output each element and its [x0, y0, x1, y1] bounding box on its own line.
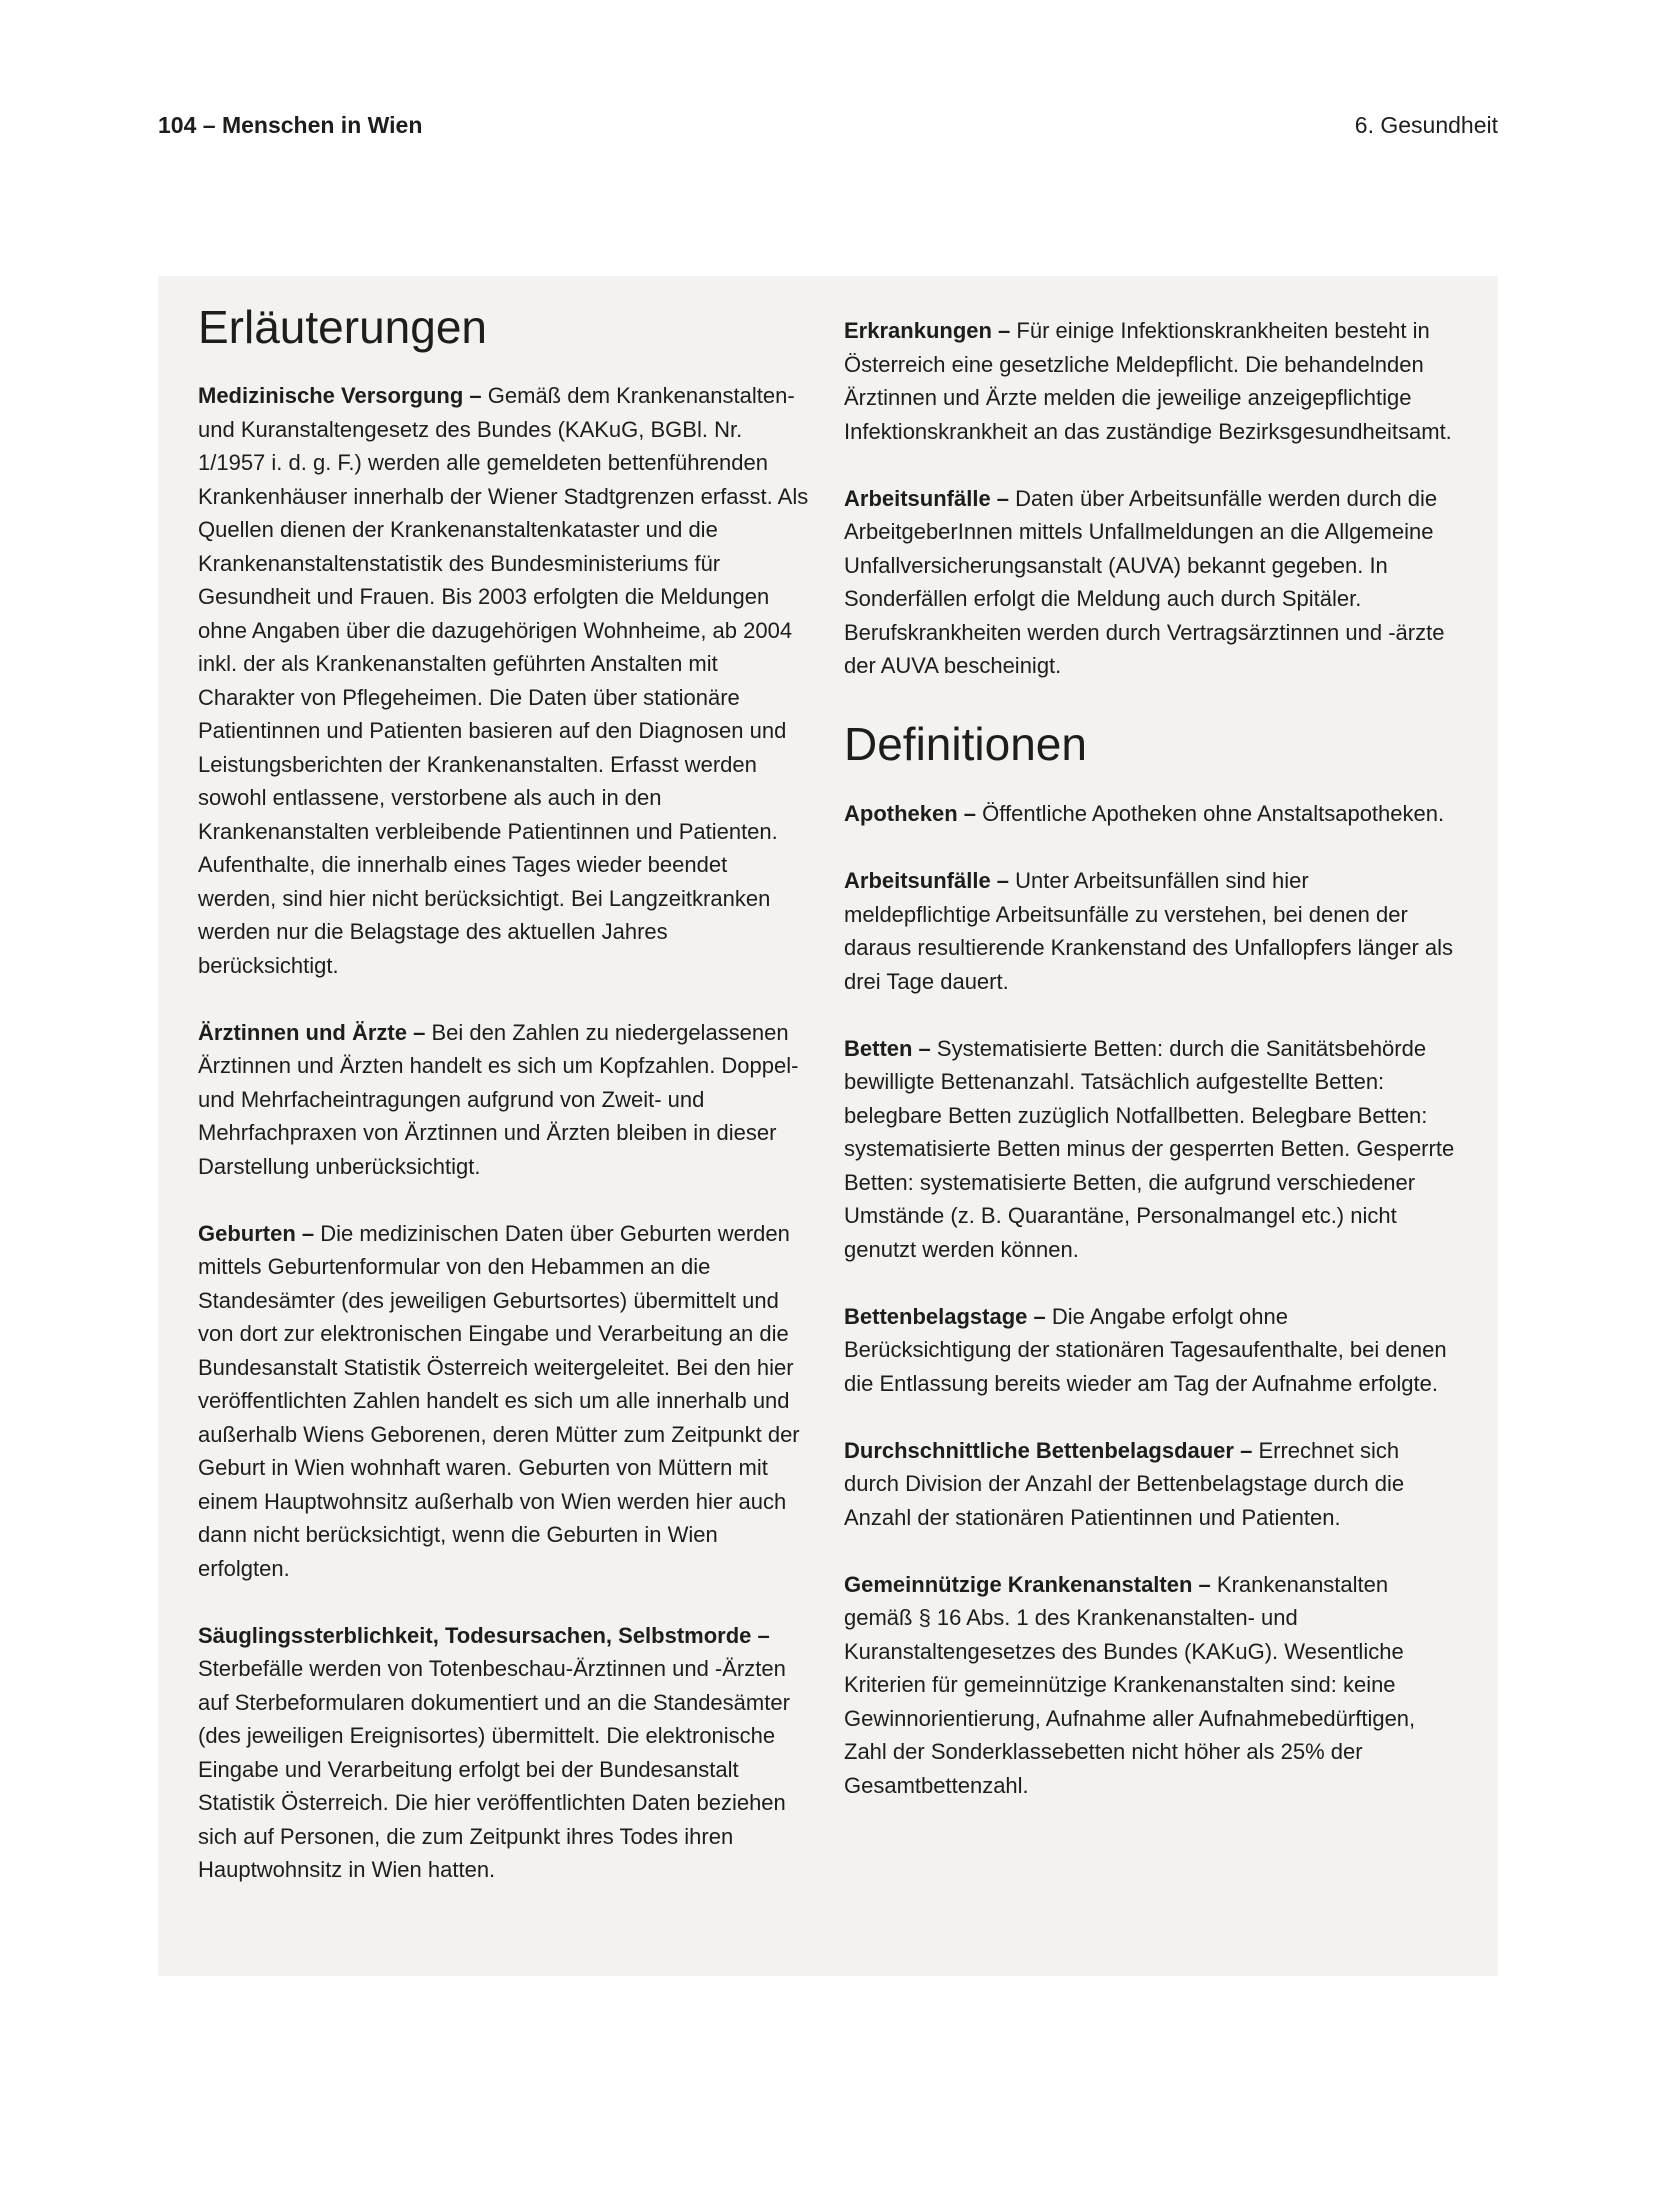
entry-term: Bettenbelagstage – — [844, 1303, 1046, 1329]
entry-gemeinnuetzige-krankenanstalten — [844, 1568, 1460, 1803]
entry-term: Arbeitsunfälle – — [844, 485, 1010, 511]
entry-erkrankungen — [844, 314, 1460, 448]
entry-term: Arbeitsunfälle – — [844, 868, 1010, 893]
entry-text: Die Angabe erfolgt ohne Berücksichtigung der stationären Tagesaufenthalte, bei denen die Entlassung bereits wieder am Tag der Aufnahme erfolgte. — [844, 1303, 1447, 1396]
entry-medizinische-versorgung — [198, 379, 810, 982]
entry-durchschnittliche-bettenbelagsdauer — [844, 1434, 1460, 1535]
entry-text: Unter Arbeitsunfällen sind hier meldepflichtige Arbeitsunfälle zu verstehen, bei denen der daraus resultierende Krankenstand des Unfallopfers länger als drei Tage dauert. — [844, 868, 1454, 994]
left-column — [198, 276, 810, 1887]
entry-saeuglingssterblichkeit — [198, 1619, 810, 1887]
right-column — [844, 276, 1460, 1802]
entry-text: Systematisierte Betten: durch die Sanitätsbehörde bewilligte Bettenanzahl. Tatsächlich aufgestellte Betten: belegbare Betten zuzüglich Notfallbetten. Belegbare Betten: systematisierte Betten minus der gesperrten Betten. Gesperrte Betten: systematisierte Betten, die aufgrund verschiedener Umstände (z. B. Quarantäne, Personalmangel etc.) nicht genutzt werden können. — [844, 1035, 1455, 1262]
page-number-title: 104 – Menschen in Wien — [158, 112, 423, 138]
entry-text: Öffentliche Apotheken ohne Anstaltsapotheken. — [982, 801, 1445, 826]
entry-term: Betten – — [844, 1035, 931, 1061]
entry-text: Krankenanstalten gemäß § 16 Abs. 1 des Krankenanstalten- und Kuranstaltengesetzes des Bundes (KAKuG). Wesentliche Kriterien für gemeinnützige Krankenanstalten sind: keine Gewinnorientierung, Aufnahme aller Aufnahmebedürftigen, Zahl der Sonderklassebetten nicht höher als 25% der Gesamtbettenzahl. — [844, 1571, 1416, 1798]
entry-geburten — [198, 1217, 810, 1586]
entry-text: Die medizinischen Daten über Geburten werden mittels Geburtenformular von den Hebammen an die Standesämter (des jeweiligen Geburtsortes) übermittelt und von dort zur elektronischen Eingabe und Verarbeitung an die Bundesanstalt Statistik Österreich weitergeleitet. Bei den hier veröffentlichten Zahlen handelt es sich um alle innerhalb und außerhalb Wiens Geborenen, deren Mütter zum Zeitpunkt der Geburt in Wien wohnhaft waren. Geburten von Müttern mit einem Hauptwohnsitz außerhalb von Wien werden hier auch dann nicht berücksichtigt, wenn die Geburten in Wien erfolgten. — [198, 1220, 800, 1581]
entry-text: Daten über Arbeitsunfälle werden durch die ArbeitgeberInnen mittels Unfallmeldungen an die Allgemeine Unfallversicherungsanstalt (AUVA) bekannt gegeben. In Sonderfällen erfolgt die Meldung auch durch Spitäler. Berufskrankheiten werden durch Vertragsärztinnen und -ärzte der AUVA bescheinigt. — [844, 485, 1445, 678]
entry-term: Apotheken – — [844, 801, 977, 826]
content-panel — [158, 276, 1498, 1976]
entry-arbeitsunfaelle-definition — [844, 864, 1460, 998]
entry-term: Gemeinnützige Krankenanstalten – — [844, 1571, 1211, 1597]
erlaeuterungen-heading: Erläuterungen — [198, 301, 487, 353]
entry-aerztinnen-und-aerzte — [198, 1016, 810, 1184]
entry-term: Erkrankungen – — [844, 318, 1011, 343]
entry-term: Geburten – — [198, 1220, 315, 1246]
entry-text: Für einige Infektionskrankheiten besteht in Österreich eine gesetzliche Meldepflicht. Die behandelnden Ärztinnen und Ärzte melden die jeweilige anzeigepflichtige Infektionskrankheit an das zuständige Bezirksgesundheitsamt. — [844, 318, 1452, 444]
entry-term: Säuglingssterblichkeit, Todesursachen, Selbstmorde – — [198, 1622, 770, 1648]
entry-arbeitsunfaelle-erlaeuterung — [844, 482, 1460, 683]
entry-text: Bei den Zahlen zu niedergelassenen Ärztinnen und Ärzten handelt es sich um Kopfzahlen. Doppel- und Mehrfacheintragungen aufgrund von Zweit- und Mehrfachpraxen von Ärztinnen und Ärzten bleiben in dieser Darstellung unberücksichtigt. — [198, 1019, 799, 1179]
entry-apotheken — [844, 797, 1460, 831]
chapter-title: 6. Gesundheit — [1354, 112, 1498, 138]
entry-term: Durchschnittliche Bettenbelagsdauer – — [844, 1437, 1253, 1463]
entry-text: Sterbefälle werden von Totenbeschau-Ärztinnen und -Ärzten auf Sterbeformularen dokumentiert und an die Standesämter (des jeweiligen Ereignisortes) übermittelt. Die elektronische Eingabe und Verarbeitung erfolgt bei der Bundesanstalt Statistik Österreich. Die hier veröffentlichten Daten beziehen sich auf Personen, die zum Zeitpunkt ihres Todes ihren Hauptwohnsitz in Wien hatten. — [198, 1656, 790, 1882]
entry-bettenbelagstage — [844, 1300, 1460, 1401]
entry-text: Gemäß dem Krankenanstalten- und Kuranstaltengesetz des Bundes (KAKuG, BGBl. Nr. 1/1957 i. d. g. F.) werden alle gemeldeten bettenführenden Krankenhäuser innerhalb der Wiener Stadtgrenzen erfasst. Als Quellen dienen der Krankenanstaltenkataster und die Krankenanstaltenstatistik des Bundesministeriums für Gesundheit und Frauen. Bis 2003 erfolgten die Meldungen ohne Angaben über die dazugehörigen Wohnheime, ab 2004 inkl. der als Krankenanstalten geführten Anstalten mit Charakter von Pflegeheimen. Die Daten über stationäre Patientinnen und Patienten basieren auf den Diagnosen und Leistungsberichten der Krankenanstalten. Erfasst werden sowohl entlassene, verstorbene als auch in den Krankenanstalten verbleibende Patientinnen und Patienten. Aufenthalte, die innerhalb eines Tages wieder beendet werden, sind hier nicht berücksichtigt. Bei Langzeitkranken werden nur die Belagstage des aktuellen Jahres berücksichtigt. — [198, 383, 809, 978]
entry-betten — [844, 1032, 1460, 1267]
page-header — [158, 112, 1498, 152]
definitionen-heading: Definitionen — [844, 718, 1087, 770]
entry-text: Errechnet sich durch Division der Anzahl der Bettenbelagstage durch die Anzahl der stationären Patientinnen und Patienten. — [844, 1437, 1405, 1530]
entry-term: Medizinische Versorgung – — [198, 383, 482, 408]
entry-term: Ärztinnen und Ärzte – — [198, 1019, 426, 1045]
